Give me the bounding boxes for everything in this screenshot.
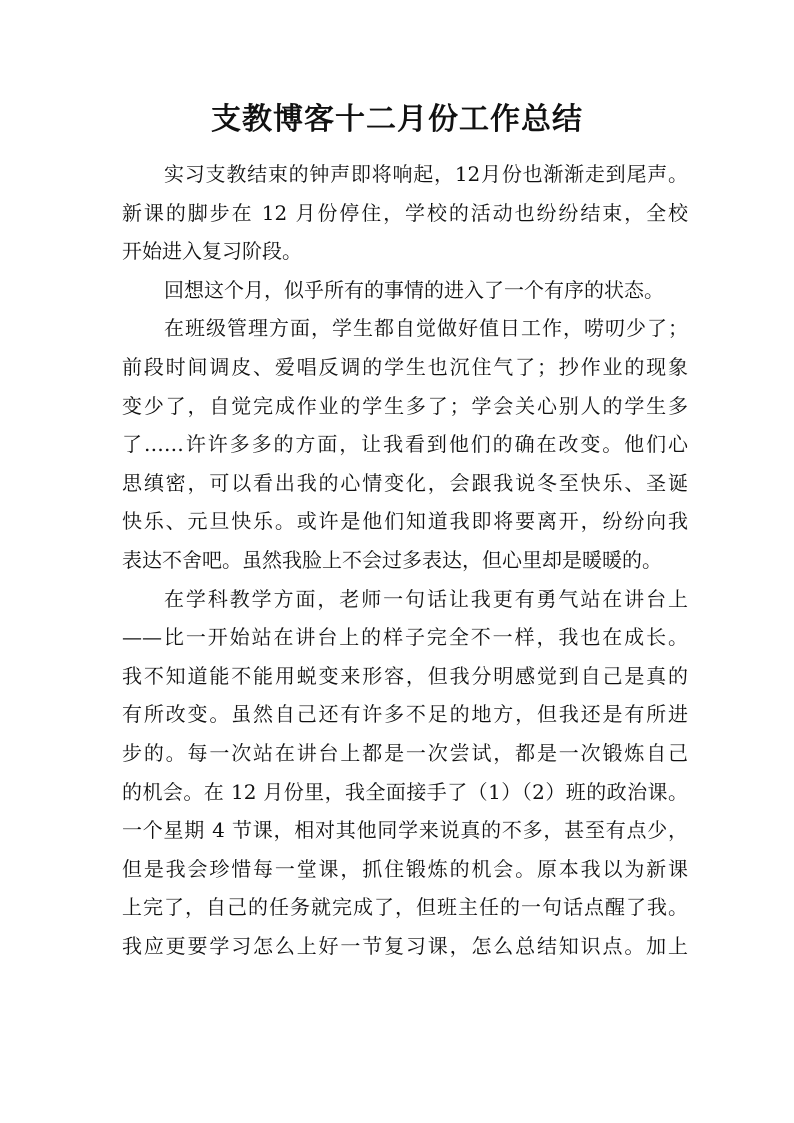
- paragraph-line: 回想这个月，似乎所有的事情的进入了一个有序的状态。: [164, 277, 664, 302]
- paragraph-line: 了……许许多多的方面，让我看到他们的确在改变。他们心: [122, 432, 688, 457]
- paragraph-line: 一个星期 4 节课，相对其他同学来说真的不多，甚至有点少，: [122, 818, 688, 843]
- paragraph-line: 前段时间调皮、爱唱反调的学生也沉住气了；抄作业的现象: [122, 354, 688, 379]
- document-body: [122, 155, 688, 965]
- paragraph-line: 快乐、元旦快乐。或许是他们知道我即将要离开，纷纷向我: [122, 509, 688, 534]
- paragraph-line: 在学科教学方面，老师一句话让我更有勇气站在讲台上: [164, 586, 688, 611]
- paragraph-line: 但是我会珍惜每一堂课，抓住锻炼的机会。原本我以为新课: [122, 856, 688, 881]
- paragraph-line: 表达不舍吧。虽然我脸上不会过多表达，但心里却是暖暖的。: [122, 547, 662, 572]
- paragraph-line: 变少了，自觉完成作业的学生多了；学会关心别人的学生多: [122, 393, 688, 418]
- paragraph-line: 在班级管理方面，学生都自觉做好值日工作，唠叨少了；: [164, 316, 688, 341]
- paragraph-line: 开始进入复习阶段。: [122, 239, 302, 264]
- paragraph-line: 我不知道能不能用蜕变来形容，但我分明感觉到自己是真的: [122, 663, 688, 688]
- paragraph-line: ——比一开始站在讲台上的样子完全不一样，我也在成长。: [122, 625, 688, 650]
- paragraph-line: 有所改变。虽然自己还有许多不足的地方，但我还是有所进: [122, 702, 688, 727]
- paragraph-line: 的机会。在 12 月份里，我全面接手了（1）（2）班的政治课。: [122, 779, 688, 804]
- paragraph-line: 步的。每一次站在讲台上都是一次尝试，都是一次锻炼自己: [122, 740, 688, 765]
- paragraph-line: 上完了，自己的任务就完成了，但班主任的一句话点醒了我。: [122, 895, 688, 920]
- paragraph-line: 实习支教结束的钟声即将响起，12月份也渐渐走到尾声。: [164, 162, 688, 186]
- paragraph-line: 思缜密，可以看出我的心情变化，会跟我说冬至快乐、圣诞: [122, 470, 688, 495]
- paragraph-line: 新课的脚步在 12 月份停住，学校的活动也纷纷结束，全校: [122, 200, 688, 225]
- document-title: 支教博客十二月份工作总结: [211, 102, 583, 137]
- paragraph-line: 我应更要学习怎么上好一节复习课，怎么总结知识点。加上: [122, 933, 688, 958]
